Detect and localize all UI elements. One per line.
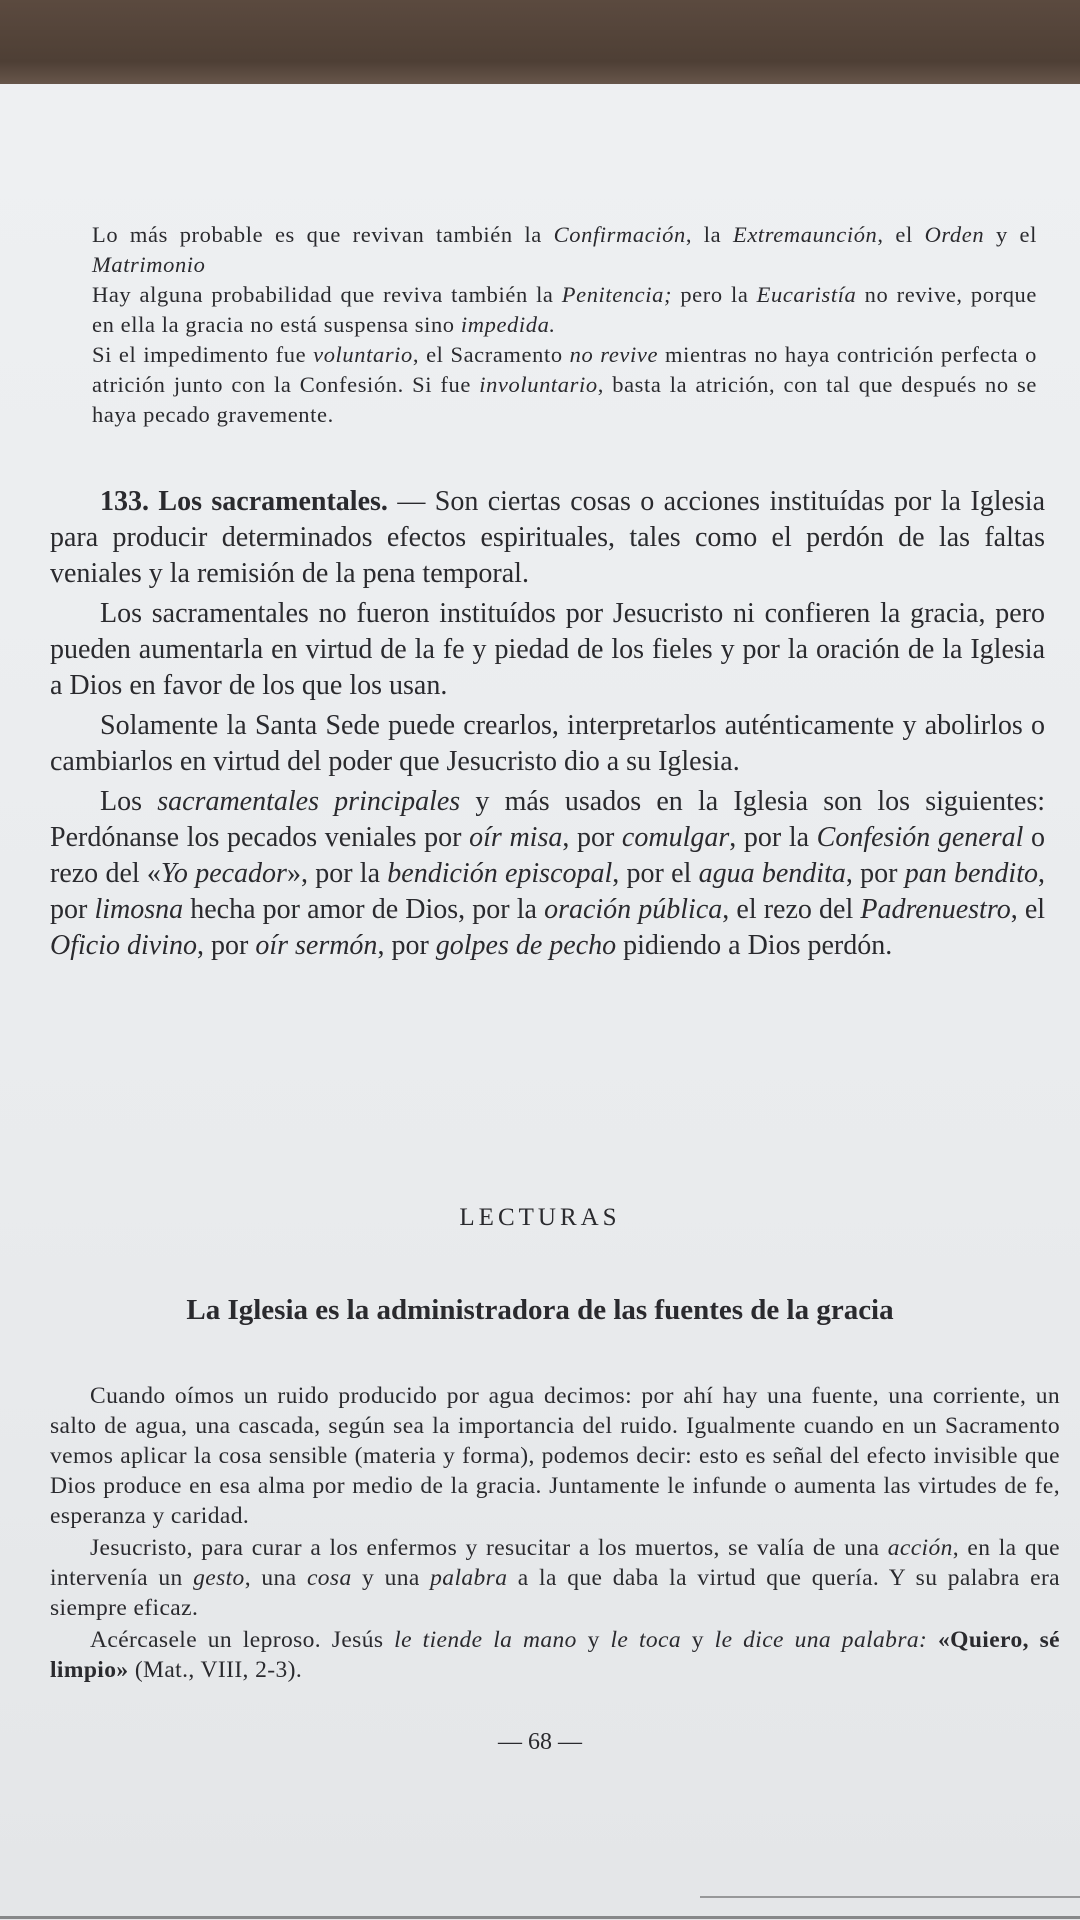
text-run: mientras no haya contrición perfecta o atrición junto con la Confesión. Si fue: [92, 342, 1037, 397]
italic-run: oír misa: [469, 822, 563, 853]
text-run: Lo más probable es que revivan también la: [92, 222, 554, 247]
reading-paragraph: [50, 1381, 1060, 1531]
text-run: Hay alguna probabilidad que reviva también la: [92, 282, 562, 307]
text-run: , una: [244, 1565, 307, 1591]
book-page: [0, 84, 1080, 1920]
text-run: [927, 1627, 938, 1653]
text-run: y: [681, 1627, 715, 1653]
text-run: no revive, porque en ella la gracia no está suspensa sino: [92, 282, 1037, 337]
text-run: — Son ciertas cosas o acciones instituídas por la Iglesia para producir determinados efectos espirituales, tales como el perdón de las faltas veniales y la remisión de la pena temporal.: [50, 486, 1046, 589]
text-run: , basta la atrición, con tal que después no se haya pecado gravemente.: [92, 372, 1037, 427]
bottom-rule-short: [700, 1896, 1080, 1898]
italic-run: le tiende la mano: [394, 1627, 577, 1653]
text-run: Los: [100, 786, 158, 817]
italic-run: Eucaristía: [756, 282, 857, 307]
text-run: , por: [50, 858, 1045, 925]
section-paragraph: [50, 484, 1045, 592]
italic-run: Confirmación: [553, 222, 686, 247]
text-run: , el: [877, 222, 925, 247]
italic-run: golpes de pecho: [435, 930, 617, 961]
italic-run: Extremaunción: [732, 222, 878, 247]
text-run: , el rezo del: [722, 894, 861, 925]
italic-run: Penitencia;: [561, 282, 673, 307]
italic-run: Oficio divino: [50, 930, 197, 961]
italic-run: palabra: [430, 1565, 508, 1591]
text-run: , la: [685, 222, 733, 247]
text-run: y el: [984, 222, 1037, 247]
section-133: [50, 484, 1045, 968]
text-run: pero la: [672, 282, 757, 307]
footnote-paragraph: [92, 220, 1037, 280]
reading-title: La Iglesia es la administradora de las fuentes de la gracia: [186, 1294, 894, 1326]
text-run: , por: [196, 930, 256, 961]
reading-body: [50, 1381, 1060, 1687]
text-run: Si el impedimento fue: [92, 342, 314, 367]
text-run: y más usados en la Iglesia son los siguientes: Perdónanse los pecados veniales por: [50, 786, 1045, 853]
text-run: , por: [377, 930, 436, 961]
table-background: [0, 0, 1080, 88]
section-paragraph: [50, 784, 1045, 964]
italic-run: gesto: [193, 1565, 245, 1591]
italic-run: le dice una palabra:: [714, 1627, 928, 1653]
italic-run: oír sermón: [255, 930, 378, 961]
text-run: , en la que intervenía un: [50, 1535, 1060, 1591]
text-run: Acércasele un leproso. Jesús: [90, 1627, 395, 1653]
italic-run: Yo pecador: [160, 858, 287, 889]
text-run: », por la: [286, 858, 388, 889]
reading-paragraph: [50, 1625, 1060, 1685]
section-paragraph: [50, 596, 1045, 704]
text-run: , por: [845, 858, 905, 889]
page-number: — 68 —: [498, 1729, 582, 1755]
text-run: Solamente la Santa Sede puede crearlos, interpretarlos auténticamente y abolirlos o cambiarlos en virtud del poder que Jesucristo dio a su Iglesia.: [50, 710, 1045, 777]
footnote-block: [92, 220, 1037, 430]
italic-run: involuntario: [479, 372, 598, 397]
italic-run: le toca: [610, 1627, 682, 1653]
footnote-paragraph: [92, 340, 1037, 430]
text-run: , por la: [729, 822, 817, 853]
text-run: Cuando oímos un ruido producido por agua decimos: por ahí hay una fuente, una corriente, un salto de agua, una cascada, según sea la importancia del ruido. Igualmente cuando en un Sacramento vemos aplicar la cosa sensible (materia y forma), podemos decir: esto es señal del efecto invisible que Dios produce en esa alma por medio de la gracia. Juntamente le infunde o aumenta las virtudes de fe, esperanza y caridad.: [50, 1383, 1060, 1529]
footnote-paragraph: [92, 280, 1037, 340]
text-run: y: [576, 1627, 611, 1653]
italic-run: no revive: [569, 342, 659, 367]
italic-run: agua bendita: [698, 858, 846, 889]
text-run: (Mat., VIII, 2-3).: [128, 1657, 303, 1683]
text-run: hecha por amor de Dios, por la: [183, 894, 545, 925]
text-run: o rezo del «: [50, 822, 1046, 889]
section-paragraph: [50, 708, 1045, 780]
italic-run: comulgar: [621, 822, 730, 853]
italic-run: Confesión general: [816, 822, 1024, 853]
text-run: , el: [1010, 894, 1046, 925]
bottom-rule: [0, 1916, 1080, 1919]
text-run: y una: [351, 1565, 431, 1591]
italic-run: Matrimonio: [92, 252, 206, 277]
text-run: , por: [562, 822, 622, 853]
italic-run: oración pública: [544, 894, 723, 925]
bold-run: «Quiero, sé limpio»: [50, 1627, 1060, 1683]
italic-run: Padrenuestro: [860, 894, 1011, 925]
text-run: Los sacramentales no fueron instituídos por Jesucristo ni confieren la gracia, pero pueden aumentarla en virtud de la fe y piedad de los fieles y por la oración de la Iglesia a Dios en favor de los que los usan.: [50, 598, 1045, 701]
italic-run: pan bendito: [904, 858, 1038, 889]
text-run: a la que daba la virtud que quería. Y su palabra era siempre eficaz.: [50, 1565, 1060, 1621]
italic-run: limosna: [94, 894, 184, 925]
italic-run: voluntario: [313, 342, 413, 367]
text-run: , por el: [612, 858, 699, 889]
section-title: Los sacramentales.: [158, 486, 398, 517]
lecturas-heading: LECTURAS: [459, 1204, 621, 1231]
section-number: 133.: [100, 486, 159, 517]
reading-paragraph: [50, 1533, 1060, 1623]
text-run: pidiendo a Dios perdón.: [616, 930, 893, 961]
text-run: Jesucristo, para curar a los enfermos y resucitar a los muertos, se valía de una: [90, 1535, 888, 1561]
italic-run: bendición episcopal: [387, 858, 613, 889]
italic-run: acción: [887, 1535, 953, 1561]
italic-run: cosa: [306, 1565, 352, 1591]
italic-run: sacramentales principales: [157, 786, 461, 817]
italic-run: Orden: [924, 222, 985, 247]
italic-run: impedida.: [460, 312, 556, 337]
text-run: , el Sacramento: [412, 342, 570, 367]
